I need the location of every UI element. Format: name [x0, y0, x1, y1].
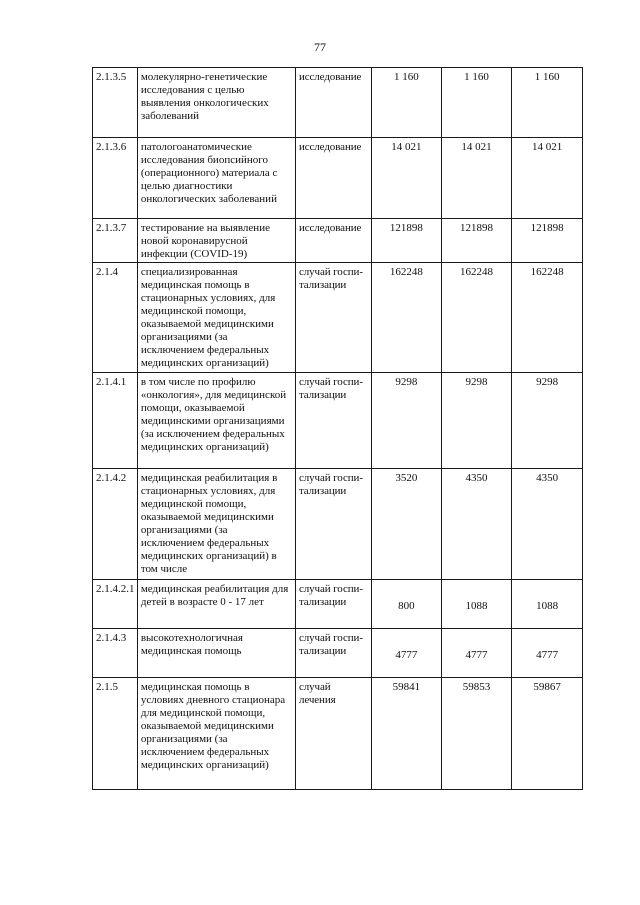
row-value-2: 162248 [441, 263, 512, 373]
row-value-1: 59841 [372, 678, 442, 790]
row-value-3: 162248 [512, 263, 583, 373]
table-row [93, 580, 583, 629]
row-name: медицинская помощь в условиях дневного стационара для медицинской помощи, оказываемой медицинскими организациями (за исключением федеральных медицинских организаций) [137, 678, 295, 790]
page-number: 77 [314, 40, 326, 54]
row-value-3: 121898 [512, 219, 583, 263]
table-row [93, 138, 583, 219]
indicator-table [92, 67, 583, 790]
row-value-1: 800 [372, 580, 442, 629]
row-value-1: 4777 [372, 629, 442, 678]
table-row [93, 68, 583, 138]
row-unit: случай госпи-тализации [295, 469, 371, 580]
row-value-3: 4777 [512, 629, 583, 678]
row-value-3: 1 160 [512, 68, 583, 138]
row-name: патологоанатомические исследования биопсийного (операционного) материала с целью диагностики онкологических заболеваний [137, 138, 295, 219]
row-value-1: 9298 [372, 373, 442, 469]
row-value-3: 1088 [512, 580, 583, 629]
row-code: 2.1.3.6 [93, 138, 138, 219]
table-row [93, 678, 583, 790]
table-row [93, 219, 583, 263]
row-name: молекулярно-генетические исследования с целью выявления онкологических заболеваний [137, 68, 295, 138]
row-unit: случай госпи-тализации [295, 580, 371, 629]
row-value-2: 1088 [441, 580, 512, 629]
table-row [93, 629, 583, 678]
row-name: специализированная медицинская помощь в стационарных условиях, для медицинской помощи, оказываемой медицинскими организациями (за исключением федеральных медицинских организаций) [137, 263, 295, 373]
row-code: 2.1.3.7 [93, 219, 138, 263]
row-code: 2.1.4.2.1 [93, 580, 138, 629]
row-value-1: 14 021 [372, 138, 442, 219]
row-value-2: 9298 [441, 373, 512, 469]
row-value-1: 162248 [372, 263, 442, 373]
row-code: 2.1.4.1 [93, 373, 138, 469]
row-code: 2.1.4 [93, 263, 138, 373]
row-value-2: 121898 [441, 219, 512, 263]
row-value-1: 1 160 [372, 68, 442, 138]
row-name: тестирование на выявление новой коронавирусной инфекции (COVID-19) [137, 219, 295, 263]
row-name: медицинская реабилитация в стационарных условиях, для медицинской помощи, оказываемой медицинскими организациями (за исключением федеральных медицинских организаций) в том числе [137, 469, 295, 580]
row-code: 2.1.4.2 [93, 469, 138, 580]
row-value-2: 4777 [441, 629, 512, 678]
row-unit: исследование [295, 68, 371, 138]
row-code: 2.1.5 [93, 678, 138, 790]
row-name: медицинская реабилитация для детей в возрасте 0 - 17 лет [137, 580, 295, 629]
row-unit: исследование [295, 138, 371, 219]
row-value-2: 4350 [441, 469, 512, 580]
table-row [93, 263, 583, 373]
row-value-1: 121898 [372, 219, 442, 263]
row-value-3: 4350 [512, 469, 583, 580]
row-value-3: 59867 [512, 678, 583, 790]
row-value-2: 1 160 [441, 68, 512, 138]
row-name: высокотехнологичная медицинская помощь [137, 629, 295, 678]
row-unit: случай госпи-тализации [295, 263, 371, 373]
row-value-3: 9298 [512, 373, 583, 469]
row-unit: случай лечения [295, 678, 371, 790]
row-value-2: 59853 [441, 678, 512, 790]
row-unit: случай госпи-тализации [295, 373, 371, 469]
row-name: в том числе по профилю «онкология», для медицинской помощи, оказываемой медицинскими организациями (за исключением федеральных медицинских организаций) [137, 373, 295, 469]
row-unit: случай госпи-тализации [295, 629, 371, 678]
row-value-1: 3520 [372, 469, 442, 580]
row-value-2: 14 021 [441, 138, 512, 219]
table-row [93, 373, 583, 469]
row-value-3: 14 021 [512, 138, 583, 219]
row-code: 2.1.4.3 [93, 629, 138, 678]
row-code: 2.1.3.5 [93, 68, 138, 138]
table-row [93, 469, 583, 580]
row-unit: исследование [295, 219, 371, 263]
